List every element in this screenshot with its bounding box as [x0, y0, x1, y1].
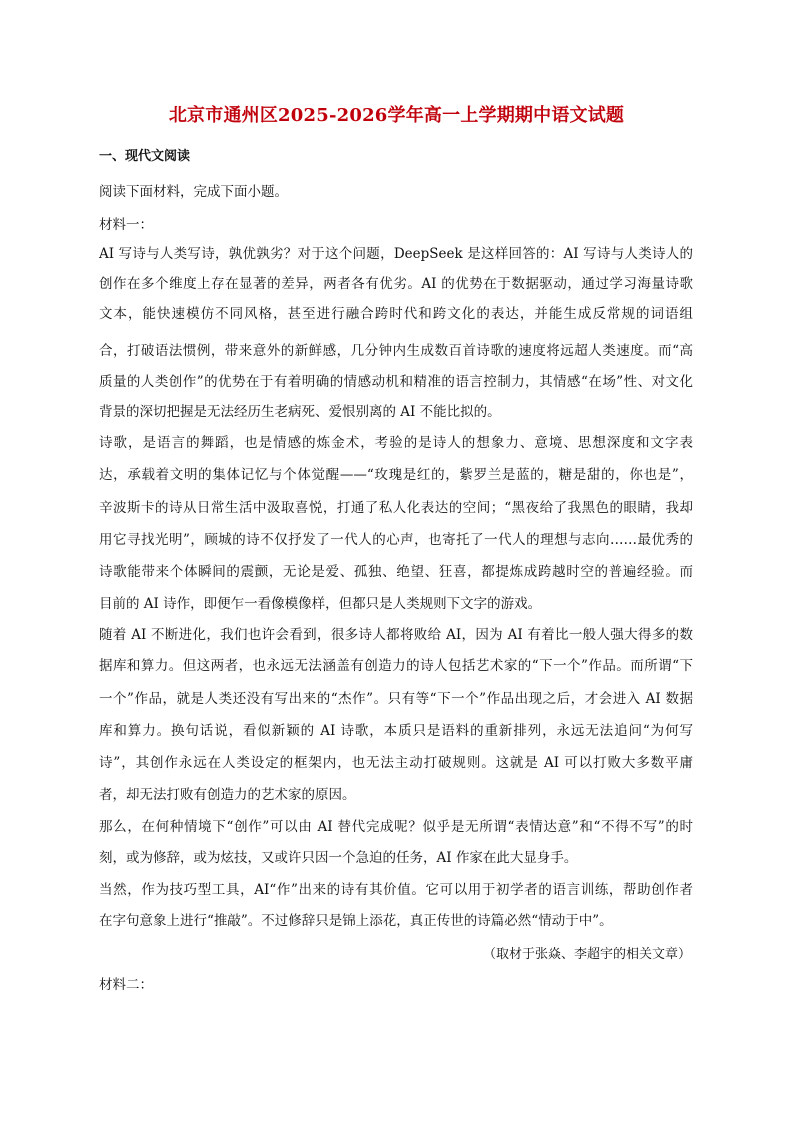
paragraph-line: 背景的深切把握是无法经历生老病死、爱恨别离的 AI 不能比拟的。 — [99, 404, 501, 420]
material-1-label: 材料一： — [99, 217, 153, 233]
paragraph-line: 库和算力。换句话说，看似新颖的 AI 诗歌，本质只是语料的重新排列，永远无法追问“为何写 — [99, 723, 693, 739]
instruction-text: 阅读下面材料，完成下面小题。 — [99, 184, 288, 200]
paragraph-line: 诗歌，是语言的舞蹈，也是情感的炼金术，考验的是诗人的想象力、意境、思想深度和文字表 — [99, 435, 693, 451]
paragraph-line: 诗”，其创作永远在人类设定的框架内，也无法主动打破规则。这就是 AI 可以打败大多数平庸 — [99, 755, 693, 771]
paragraph-line: 辛波斯卡的诗从日常生活中汲取喜悦，打通了私人化表达的空间；“黑夜给了我黑色的眼睛，我却 — [99, 500, 693, 516]
section-heading: 一、现代文阅读 — [99, 149, 191, 164]
paragraph-line: 目前的 AI 诗作，即便乍一看像模像样，但都只是人类规则下文字的游戏。 — [99, 596, 542, 612]
paragraph-line: 创作在多个维度上存在显著的差异，两者各有优劣。AI 的优势在于数据驱动，通过学习海量诗歌 — [99, 276, 693, 292]
paragraph-line: 文本，能快速模仿不同风格，甚至进行融合跨时代和跨文化的表达，并能生成反常规的词语组 — [99, 306, 693, 322]
paragraph-line: 达，承载着文明的集体记忆与个体觉醒——“玫瑰是红的，紫罗兰是蓝的，糖是甜的，你也是”， — [99, 467, 693, 483]
paragraph-line: 合，打破语法惯例，带来意外的新鲜感，几分钟内生成数百首诗歌的速度将远超人类速度。而“高 — [99, 343, 693, 359]
paragraph-line: 质量的人类创作”的优势在于有着明确的情感动机和精准的语言控制力，其情感“在场”性、对文化 — [99, 374, 693, 390]
paragraph-line: 刻，或为修辞，或为炫技，又或许只因一个急迫的任务，AI 作家在此大显身手。 — [99, 850, 578, 866]
source-note: （取材于张焱、李超宇的相关文章） — [482, 947, 691, 962]
paragraph-line: 一个”作品，就是人类还没有写出来的“杰作”。只有等“下一个”作品出现之后，才会进入 AI 数据 — [99, 691, 693, 707]
paragraph-line: 在字句意象上进行“推敲”。不过修辞只是锦上添花，真正传世的诗篇必然“情动于中”。 — [99, 913, 613, 929]
page-title: 北京市通州区2025-2026学年高一上学期期中语文试题 — [168, 105, 625, 126]
paragraph-line: 当然，作为技巧型工具，AI“作”出来的诗有其价值。它可以用于初学者的语言训练，帮助创作者 — [99, 882, 693, 898]
paragraph-line: 用它寻找光明”，顾城的诗不仅抒发了一代人的心声，也寄托了一代人的理想与志向……最优秀的 — [99, 532, 693, 548]
paragraph-line: 据库和算力。但这两者，也永远无法涵盖有创造力的诗人包括艺术家的“下一个”作品。而所谓“下 — [99, 658, 693, 674]
paragraph-line: 随着 AI 不断进化，我们也许会看到，很多诗人都将败给 AI，因为 AI 有着比一般人强大得多的数 — [99, 627, 693, 643]
paragraph-line: 那么，在何种情境下“创作”可以由 AI 替代完成呢？似乎是无所谓“表情达意”和“不得不写”的时 — [99, 819, 693, 835]
paragraph-line: 诗歌能带来个体瞬间的震颤，无论是爱、孤独、绝望、狂喜，都提炼成跨越时空的普遍经验。而 — [99, 564, 693, 580]
material-2-label: 材料二： — [99, 977, 153, 993]
paragraph-line: 者，却无法打败有创造力的艺术家的原因。 — [99, 787, 356, 803]
paragraph-line: AI 写诗与人类写诗，孰优孰劣？对于这个问题，DeepSeek 是这样回答的：AI 写诗与人类诗人的 — [99, 246, 693, 262]
